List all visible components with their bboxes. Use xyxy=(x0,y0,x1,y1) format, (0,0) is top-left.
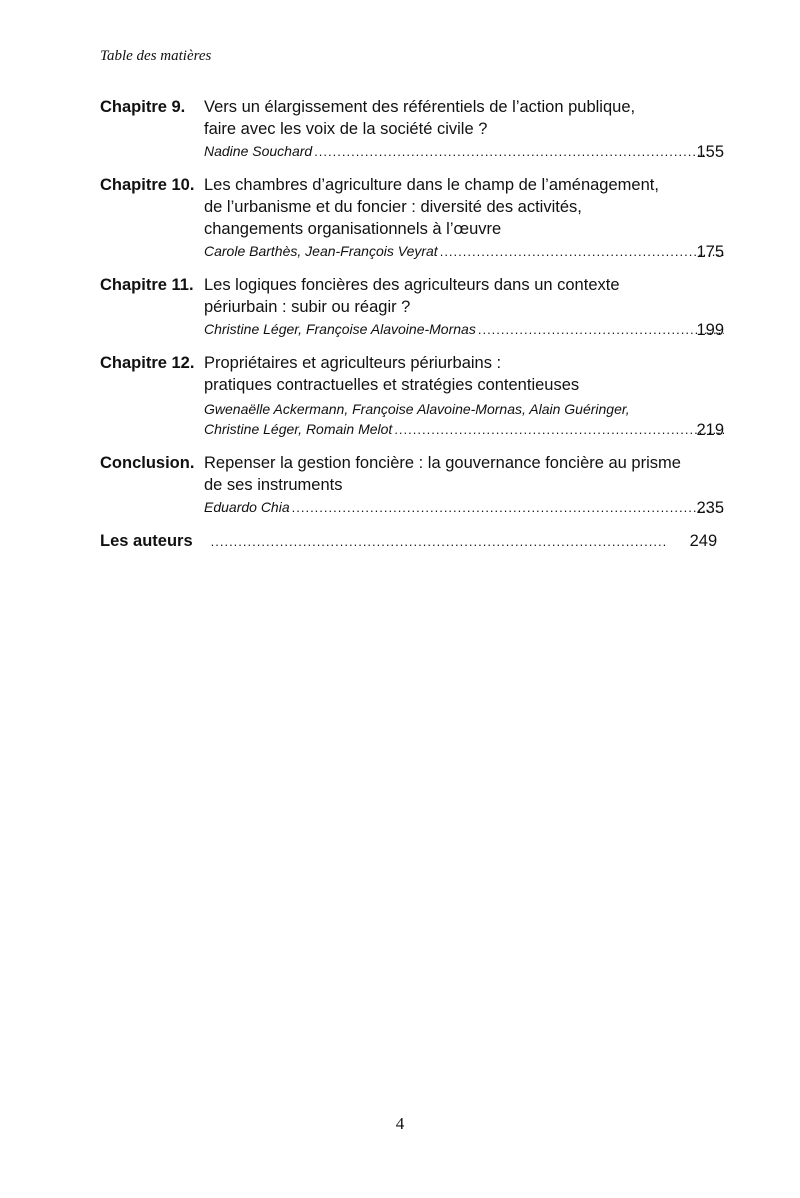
toc-entry-chapitre-12[interactable] xyxy=(100,352,724,440)
author-row xyxy=(204,319,724,340)
entry-label: Conclusion. xyxy=(100,454,195,472)
title-line: Vers un élargissement des référentiels de l’action publique, xyxy=(204,98,636,116)
author-row xyxy=(204,497,724,518)
entry-label: Chapitre 9. xyxy=(100,98,186,116)
entry-title xyxy=(204,174,704,240)
entry-page-number: 219 xyxy=(696,421,724,439)
page-number: 4 xyxy=(395,1114,405,1133)
title-line: changements organisationnels à l’œuvre xyxy=(204,220,502,238)
title-line: périurbain : subir ou réagir ? xyxy=(204,298,411,316)
entry-label: Chapitre 10. xyxy=(100,176,195,194)
entry-authors: Eduardo Chia xyxy=(204,499,290,515)
entry-authors: Christine Léger, Françoise Alavoine-Mornas xyxy=(204,321,476,337)
entry-label: Chapitre 11. xyxy=(100,276,194,294)
title-line: pratiques contractuelles et stratégies contentieuses xyxy=(204,376,580,394)
title-line: de ses instruments xyxy=(204,476,343,494)
entry-title xyxy=(204,352,704,396)
dot-leader xyxy=(292,498,724,518)
toc-entry-conclusion[interactable] xyxy=(100,452,724,518)
entry-authors: Nadine Souchard xyxy=(204,143,313,159)
entry-title xyxy=(204,96,704,140)
author-row xyxy=(204,419,724,440)
title-line: Les logiques foncières des agriculteurs dans un contexte xyxy=(204,276,620,294)
toc-entry-chapitre-10[interactable] xyxy=(100,174,724,262)
entry-page-number: 199 xyxy=(696,321,724,339)
dot-leader xyxy=(478,320,724,340)
running-head: Table des matières xyxy=(100,48,212,64)
dot-leader xyxy=(211,532,666,552)
entry-title xyxy=(204,452,704,496)
entry-page-number: 249 xyxy=(689,532,718,550)
entry-authors: Christine Léger, Romain Melot xyxy=(204,421,393,437)
entry-page-number: 175 xyxy=(696,243,724,261)
title-line: faire avec les voix de la société civile ? xyxy=(204,120,488,138)
dot-leader xyxy=(314,142,724,162)
author-row xyxy=(204,399,724,419)
entry-label: Chapitre 12. xyxy=(100,354,195,372)
toc-entry-chapitre-11[interactable] xyxy=(100,274,724,340)
title-line: de l’urbanisme et du foncier : diversité des activités, xyxy=(204,198,582,216)
title-line: Les chambres d’agriculture dans le champ de l’aménagement, xyxy=(204,176,659,194)
title-line: Propriétaires et agriculteurs périurbains : xyxy=(204,354,502,372)
entry-page-number: 235 xyxy=(696,499,724,517)
author-row xyxy=(204,241,724,262)
toc-entry-chapitre-9[interactable] xyxy=(100,96,724,162)
entry-authors: Gwenaëlle Ackermann, Françoise Alavoine-Mornas, Alain Guéringer, xyxy=(204,401,630,417)
dot-leader xyxy=(440,242,724,262)
entry-page-number: 155 xyxy=(696,143,724,161)
entry-label: Les auteurs xyxy=(100,532,193,550)
author-row xyxy=(204,141,724,162)
dot-leader xyxy=(394,420,724,440)
toc-entry-les-auteurs[interactable] xyxy=(100,530,724,552)
table-of-contents xyxy=(100,96,724,552)
entry-title xyxy=(204,274,704,318)
title-line: Repenser la gestion foncière : la gouvernance foncière au prisme xyxy=(204,454,681,472)
entry-authors: Carole Barthès, Jean-François Veyrat xyxy=(204,243,438,259)
